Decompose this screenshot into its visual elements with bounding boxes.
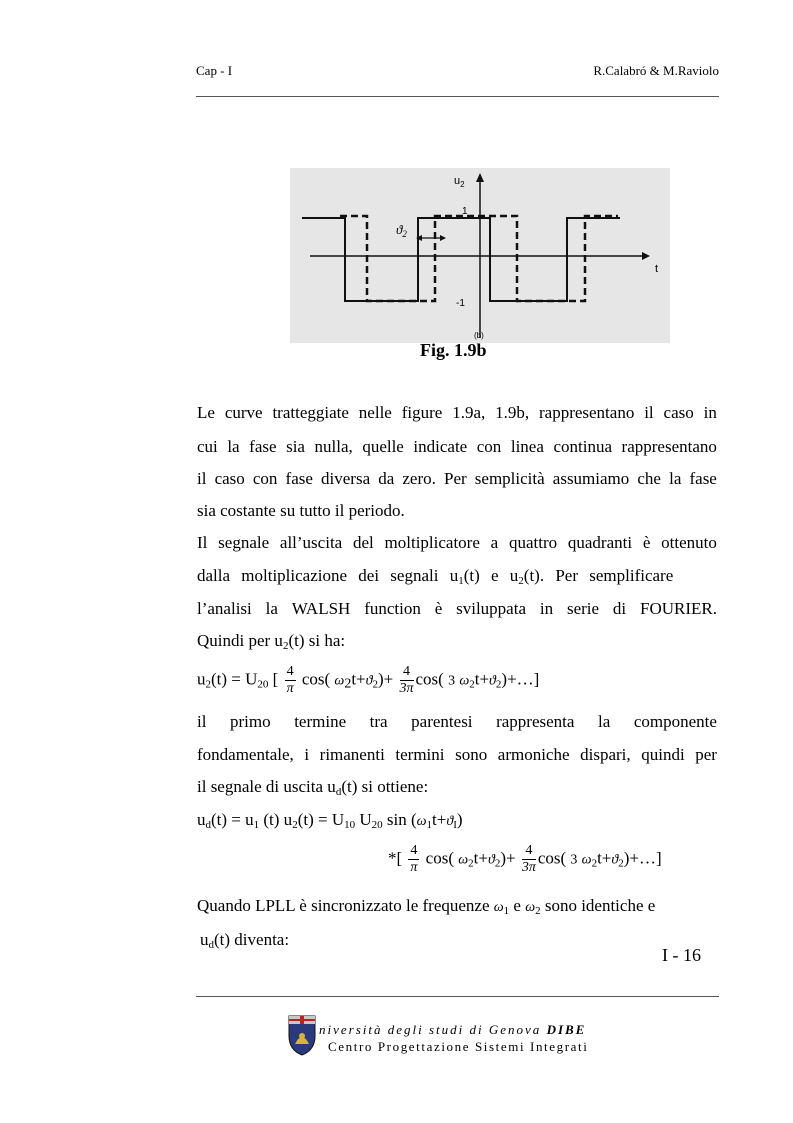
text-run: u <box>200 930 209 949</box>
word: Per <box>444 469 467 488</box>
numerator: 4 <box>286 664 294 679</box>
omega-symbol: ω <box>493 900 504 915</box>
theta-symbol: ϑ <box>365 673 373 689</box>
eq-term: cos( <box>301 669 331 689</box>
paragraph-3 <box>197 631 717 651</box>
paragraph-6 <box>200 930 720 950</box>
dashed-wave <box>340 216 618 301</box>
word: quindi <box>641 745 685 764</box>
subscript: 1 <box>503 905 510 917</box>
eq-term: 3 <box>570 852 578 868</box>
authors-label: R.Calabró & M.Raviolo <box>593 63 719 78</box>
word: da <box>378 469 395 488</box>
theta-symbol: ϑ <box>611 852 619 868</box>
denominator: π <box>286 681 294 696</box>
word: parentesi <box>411 712 473 731</box>
text-run: e <box>513 896 521 915</box>
page-number: I - 16 <box>662 945 701 965</box>
text-run: Quindi per u <box>197 631 283 650</box>
eq-term: (t) = U <box>297 810 345 829</box>
theta-symbol: ϑ <box>446 814 454 829</box>
paragraph-5 <box>197 896 717 918</box>
paragraph-1-line-3 <box>197 469 717 489</box>
numerator: 4 <box>410 843 418 858</box>
phase-arrow-right-icon <box>440 235 446 241</box>
subscript: 1 <box>458 575 464 587</box>
eq-term: (t) = U <box>211 669 258 689</box>
text-run: sono identiche e <box>544 896 656 915</box>
word: nelle <box>358 403 392 422</box>
eq-term: )+ <box>378 669 394 689</box>
word: semplicità <box>474 469 545 488</box>
word: del <box>352 533 374 552</box>
numerator: 4 <box>522 843 536 860</box>
eq-term: 3 <box>448 673 456 689</box>
text-run: (t) diventa: <box>214 930 290 949</box>
word: a <box>490 533 499 552</box>
tick-minus-one-label: -1 <box>456 298 465 309</box>
word: moltiplicatore <box>384 533 480 552</box>
subscript: d <box>335 786 342 798</box>
omega-symbol: ω <box>525 900 536 915</box>
omega-symbol: ω <box>458 852 469 868</box>
word: all’uscita <box>279 533 343 552</box>
word: continua <box>553 437 612 456</box>
word: i <box>304 745 310 764</box>
eq-term: u <box>197 669 206 689</box>
square-wave-plot <box>290 168 670 343</box>
u2-axis-arrow-icon <box>476 173 484 182</box>
word: rappresenta <box>496 712 575 731</box>
eq-term: t+ <box>432 810 447 829</box>
word: serie <box>566 599 600 618</box>
word: con <box>476 437 502 456</box>
word: Il <box>197 533 208 552</box>
denominator: π <box>410 860 418 875</box>
fraction-4-over-pi <box>408 843 419 876</box>
eq-term: t+ <box>474 669 490 689</box>
text-run: (t) e u <box>463 566 519 585</box>
word: la <box>265 599 278 618</box>
text-run: (t) si ottiene: <box>341 777 429 796</box>
word: quadranti <box>567 533 633 552</box>
equation-ud <box>197 810 717 832</box>
text-run: dalla moltiplicazione dei segnali u <box>197 566 459 585</box>
subscript: 2 <box>468 857 474 870</box>
word: fondamentale, <box>197 745 294 764</box>
theta-label: $ϑ_2$ <box>396 222 407 239</box>
fraction-4-over-3pi <box>400 664 414 697</box>
word: il <box>644 403 654 422</box>
paragraph-4-line-1 <box>197 712 717 732</box>
eq-term: u <box>197 810 206 829</box>
word: Le <box>197 403 215 422</box>
eq-term: )+…] <box>501 669 540 689</box>
word: rappresentano <box>621 437 717 456</box>
tick-one-label: 1 <box>462 206 468 217</box>
word: la <box>227 437 240 456</box>
t-axis-label: t <box>655 263 659 275</box>
fraction-4-over-pi <box>285 664 296 697</box>
word: 1.9a, <box>452 403 486 422</box>
page-header <box>196 63 719 83</box>
eq-term: )+…] <box>623 848 662 868</box>
paragraph-2-line-2 <box>197 566 717 586</box>
footer-rule <box>196 996 719 997</box>
word: componente <box>633 712 717 731</box>
footer-university-name: niversità degli studi di Genova <box>319 1022 542 1037</box>
word: zero. <box>402 469 436 488</box>
paragraph-4-line-3 <box>197 777 717 797</box>
eq-term: [ <box>268 669 279 689</box>
denominator: 3π <box>521 860 536 875</box>
paragraph-1-line-2 <box>197 437 717 457</box>
paragraph-2-line-3 <box>197 599 717 619</box>
subscript: 1 <box>253 819 260 831</box>
omega-symbol: ω <box>459 673 470 689</box>
word: per <box>695 745 717 764</box>
word: la <box>669 469 682 488</box>
omega-symbol: ω <box>416 814 427 829</box>
text-run: (t). Per semplificare <box>523 566 674 585</box>
word: il <box>197 469 207 488</box>
eq-term: ) <box>456 810 463 829</box>
subscript: 2 <box>535 905 541 917</box>
subscript: 2 <box>282 640 289 652</box>
word: con <box>252 469 278 488</box>
word: è <box>642 533 651 552</box>
word: primo <box>230 712 271 731</box>
subscript: I <box>453 819 457 831</box>
subscript: 2 <box>372 678 378 691</box>
equation-bracket <box>388 843 718 877</box>
subscript: 2 <box>205 678 211 691</box>
subscript: d <box>205 819 211 831</box>
word: quattro <box>508 533 558 552</box>
eq-term: U <box>355 810 372 829</box>
equation-u2 <box>197 664 717 698</box>
word: fase <box>285 469 313 488</box>
eq-term: t+ <box>351 669 366 689</box>
omega-symbol: ω <box>334 673 345 689</box>
word: segnale <box>218 533 270 552</box>
subscript: 2 <box>591 857 598 870</box>
eq-term: cos( <box>425 848 454 868</box>
word: è <box>434 599 443 618</box>
t-axis-arrow-icon <box>642 252 650 260</box>
figure-1-9b <box>290 168 670 343</box>
eq-term: (t) = u <box>211 810 254 829</box>
denominator: 3π <box>399 681 414 696</box>
word: assumiamo <box>552 469 630 488</box>
theta-symbol: ϑ <box>487 852 495 868</box>
word: cui <box>197 437 218 456</box>
word: rimanenti <box>319 745 385 764</box>
word: in <box>703 403 717 422</box>
subscript: 20 <box>257 678 269 691</box>
subscript: 2 <box>495 678 502 691</box>
word: rappresentano <box>538 403 635 422</box>
word: sono <box>455 745 488 764</box>
word: dispari, <box>580 745 631 764</box>
solid-wave <box>302 218 620 301</box>
subscript: 2 <box>618 857 624 870</box>
word: sia <box>286 437 305 456</box>
subscript: 10 <box>344 819 356 831</box>
footer-university <box>319 1022 586 1038</box>
word: caso <box>663 403 694 422</box>
word: quelle <box>362 437 404 456</box>
word: termine <box>294 712 347 731</box>
word: in <box>539 599 554 618</box>
footer-center: Centro Progettazione Sistemi Integrati <box>328 1039 589 1054</box>
fraction-4-over-3pi <box>522 843 536 876</box>
text-run: (t) si ha: <box>288 631 346 650</box>
subscript: 2 <box>494 857 501 870</box>
chapter-label: Cap - I <box>196 63 233 78</box>
word: diversa <box>321 469 371 488</box>
eq-term: cos( <box>537 848 567 868</box>
subscript: 2 <box>518 575 524 587</box>
numerator: 4 <box>400 664 414 681</box>
paragraph-4-line-2 <box>197 745 717 765</box>
theta-symbol: ϑ <box>489 673 496 689</box>
paragraph-1-line-4: sia costante su tutto il periodo. <box>197 501 405 520</box>
eq-term: sin ( <box>382 810 417 829</box>
subscript: 2 <box>292 819 298 831</box>
subscript: 1 <box>426 819 433 831</box>
figure-caption: Fig. 1.9b <box>420 340 487 360</box>
footer-department: DIBE <box>546 1022 587 1037</box>
eq-term: (t) u <box>259 810 293 829</box>
word: nulla, <box>314 437 353 456</box>
word: indicate <box>413 437 468 456</box>
word: tratteggiate <box>272 403 349 422</box>
subscript: 2 <box>344 676 352 692</box>
word: caso <box>214 469 245 488</box>
paragraph-2-line-1 <box>197 533 717 553</box>
u2-axis-label: $u_2$ <box>454 175 465 189</box>
subscript: d <box>208 939 214 951</box>
word: fase <box>689 469 717 488</box>
panel-label: (b) <box>474 331 484 340</box>
omega-symbol: ω <box>581 852 592 868</box>
word: termini <box>395 745 445 764</box>
word: la <box>598 712 611 731</box>
subscript: 20 <box>371 819 383 831</box>
eq-term: )+ <box>500 848 516 868</box>
eq-term: cos( <box>415 669 444 689</box>
word: ottenuto <box>661 533 717 552</box>
subscript: 2 <box>469 678 475 691</box>
word: WALSH <box>291 599 351 618</box>
eq-term: t+ <box>597 848 612 868</box>
paragraph-1-line-1 <box>197 403 717 423</box>
word: di <box>612 599 627 618</box>
text-run: il segnale di uscita u <box>197 777 336 796</box>
word: armoniche <box>497 745 570 764</box>
word: l’analisi <box>197 599 252 618</box>
word: sviluppata <box>456 599 526 618</box>
word: curve <box>224 403 263 422</box>
text-run: Quando LPLL è sincronizzato le frequenze <box>197 896 490 915</box>
word: FOURIER. <box>640 599 717 618</box>
word: il <box>197 712 207 731</box>
header-rule <box>196 96 719 97</box>
eq-term: t+ <box>473 848 488 868</box>
word: function <box>364 599 421 618</box>
university-crest-icon <box>287 1014 317 1056</box>
word: figure <box>401 403 443 422</box>
eq-term: *[ <box>388 848 403 868</box>
word: tra <box>369 712 388 731</box>
word: fase <box>249 437 277 456</box>
word: linea <box>510 437 544 456</box>
word: che <box>637 469 661 488</box>
word: 1.9b, <box>495 403 530 422</box>
